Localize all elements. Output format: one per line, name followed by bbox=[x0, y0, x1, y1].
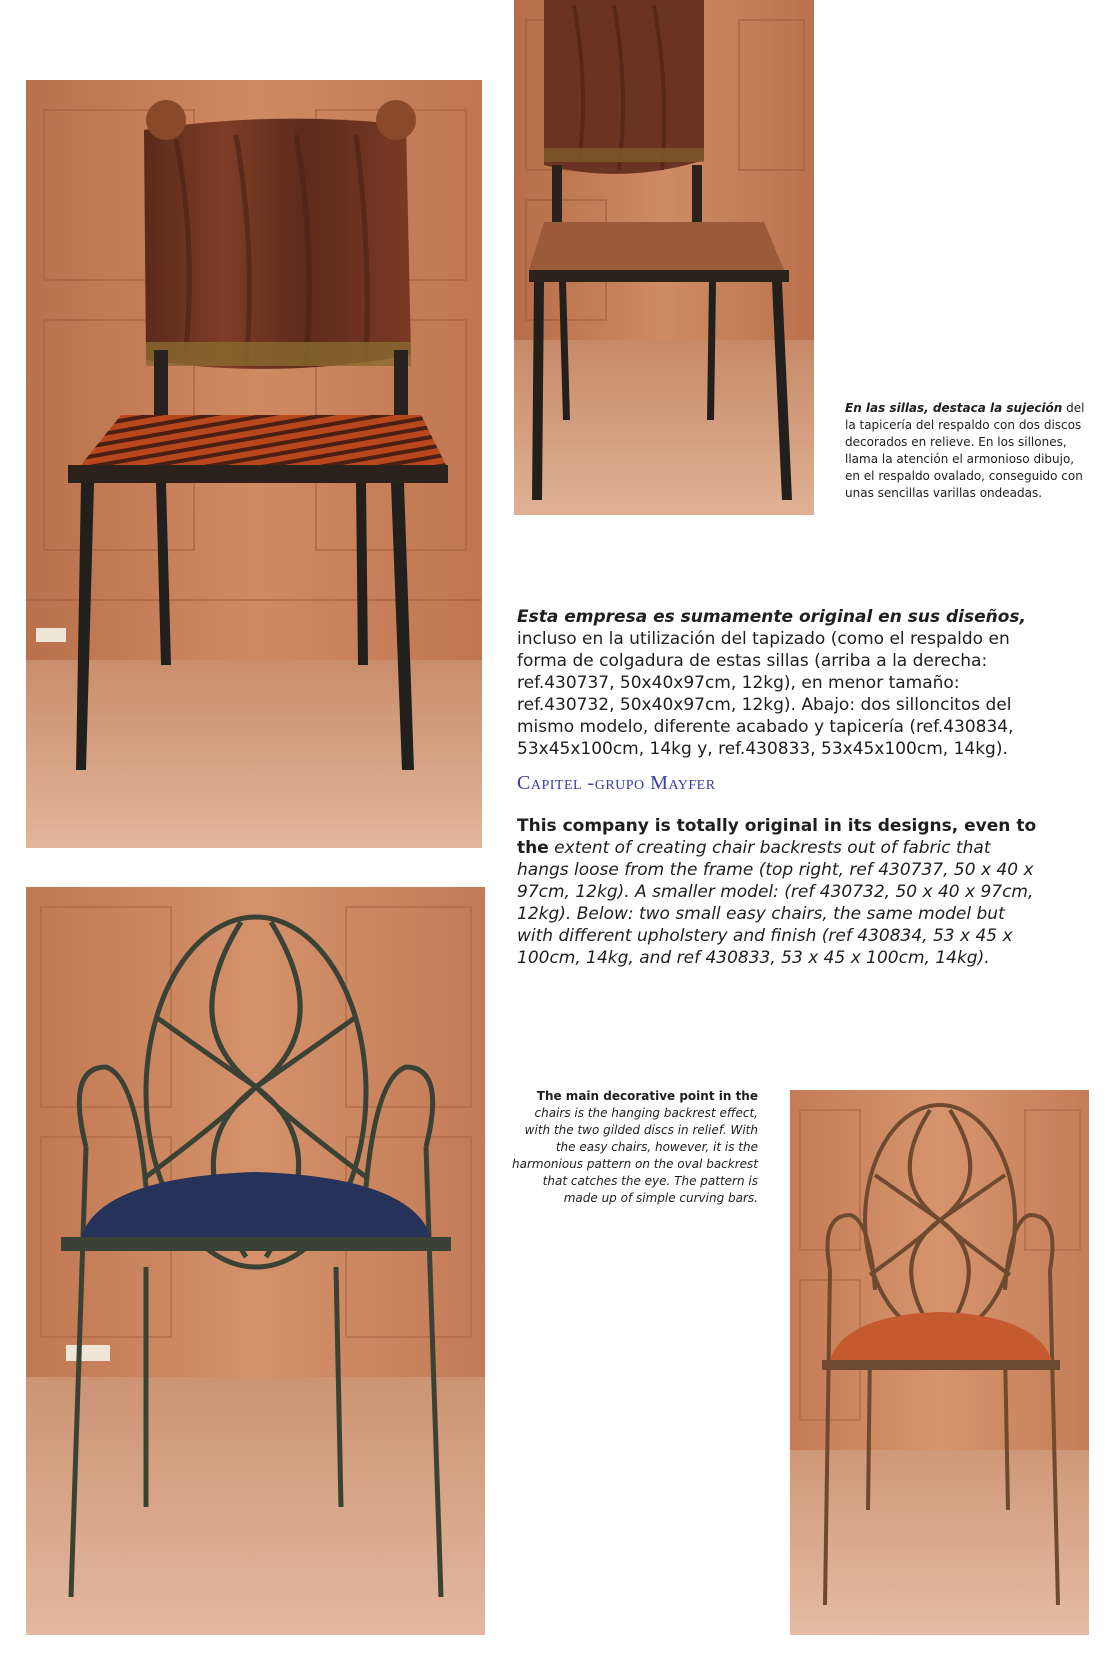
caption-spanish-lead: En las sillas, destaca la sujeción bbox=[845, 401, 1063, 415]
photo-draped-chair-small bbox=[514, 0, 814, 515]
caption-spanish-text: del la tapicería del respaldo con dos discos decorados en relieve. En los sillones, llama la atención el armonioso dibujo, en el respaldo ovalado, conseguido con unas sencillas varillas ondeadas. bbox=[845, 401, 1085, 500]
body-spanish-lead: Esta empresa es sumamente original en sus diseños, bbox=[517, 607, 1026, 627]
body-english bbox=[517, 815, 1037, 969]
body-english-text: extent of creating chair backrests out of fabric that hangs loose from the frame (top right, ref 430737, 50 x 40 x 97cm, 12kg). A smaller model: (ref 430732, 50 x 40 x 97cm, 12kg). Below: two small easy chairs, the same model but with different upholstery and finish (ref 430834, 53 x 45 x 100cm, 14kg, and ref 430833, 53 x 45 x 100cm, 14kg). bbox=[517, 838, 1034, 968]
caption-english-lead: The main decorative point in the bbox=[536, 1089, 758, 1103]
caption-english-text: chairs is the hanging backrest effect, with the two gilded discs in relief. With the easy chairs, however, it is the harmonious pattern on the oval backrest that catches the eye. The pattern is made up of simple curving bars. bbox=[512, 1106, 758, 1205]
body-english-lead: This company is totally original in its designs, even to the bbox=[517, 816, 1037, 858]
caption-spanish bbox=[845, 400, 1085, 502]
body-spanish-text: incluso en la utilización del tapizado (como el respaldo en forma de colgadura de estas sillas (arriba a la derecha: ref.430737, 50x40x97cm, 12kg), en menor tamaño: ref.430732, 50x40x97cm, 12kg). Abajo: dos silloncitos del mismo modelo, diferente acabado y tapicería (ref.430834, 53x45x100cm, 14kg y, ref.430833, 53x45x100cm, 14kg). bbox=[517, 629, 1014, 759]
photo-armchair-blue bbox=[26, 887, 485, 1635]
caption-english bbox=[508, 1088, 758, 1207]
body-spanish bbox=[517, 606, 1037, 760]
photo-armchair-orange bbox=[790, 1090, 1089, 1635]
photo-draped-chair-large bbox=[26, 80, 482, 848]
company-name: Capitel -grupo Mayfer bbox=[517, 772, 716, 794]
